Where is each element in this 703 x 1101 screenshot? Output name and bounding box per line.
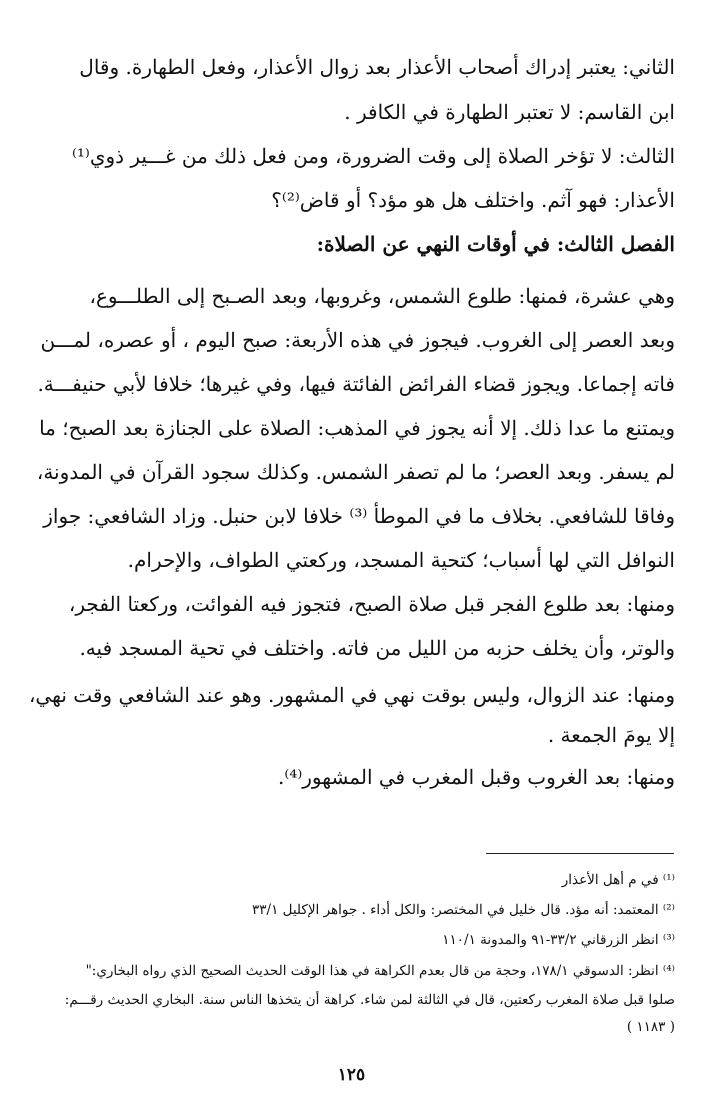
body-line: ومنها: بعد طلوع الفجر قبل صلاة الصبح، فتجوز فيه الفوائت، وركعتا الفجر، [68,592,675,616]
footnote-continuation: ( ١١٨٣ ) [626,1019,675,1035]
body-line: الثاني: يعتبر إدراك أصحاب الأعذار بعد زوال الأعذار، وفعل الطهارة. وقال [79,55,675,79]
body-line: الثالث: لا تؤخر الصلاة إلى وقت الضرورة، ومن فعل ذلك من غـــير ذوي⁽¹⁾ [71,144,675,168]
footnote: ⁽²⁾ المعتمد: أنه مؤد. قال خليل في المختصر: والكل أداء . جواهر الإكليل ٣٣/١ [252,902,675,918]
body-line: ويمتنع ما عدا ذلك. إلا أنه يجوز في المذهب: الصلاة على الجنازة بعد الصبح؛ ما [39,416,675,440]
body-line: والوتر، وأن يخلف حزبه من الليل من فاته. واختلف في تحية المسجد فيه. [79,636,675,660]
body-line: ومنها: عند الزوال، وليس بوقت نهي في المشهور. وهو عند الشافعي وقت نهي، [28,683,675,707]
body-line: ابن القاسم: لا تعتبر الطهارة في الكافر . [344,100,675,124]
body-line: النوافل التي لها أسباب؛ كتحية المسجد، وركعتي الطواف، والإحرام. [127,548,675,572]
footnote-continuation: صلوا قبل صلاة المغرب ركعتين، قال في الثالثة لمن شاء. كراهة أن يتخذها الناس سنة. البخاري الحديث رقـــم: [64,992,675,1008]
body-line: إلا يومَ الجمعة . [547,723,675,747]
body-line: وبعد العصر إلى الغروب. فيجوز في هذه الأربعة: صبح اليوم ، أو عصره، لمـــن [40,328,675,352]
footnote: ⁽³⁾ انظر الزرقاني ٣٣/٢-٩١ والمدونة ١١٠/١ [442,932,675,948]
footnote: ⁽⁴⁾ انظر: الدسوقي ١٧٨/١، وحجة من قال بعدم الكراهة في هذا الوقت الحديث الصحيح الذي رواه البخاري:" [85,963,675,979]
page-number: ١٢٥ [337,1065,366,1085]
body-line: وفاقا للشافعي. بخلاف ما في الموطأ ⁽³⁾ خلافا لابن حنبل. وزاد الشافعي: جواز [43,504,675,528]
body-line: لم يسفر. وبعد العصر؛ ما لم تصفر الشمس. وكذلك سجود القرآن في المدونة، [36,460,675,484]
section-heading: الفصل الثالث: في أوقات النهي عن الصلاة: [316,232,675,256]
footnote: ⁽¹⁾ في م أهل الأعذار [561,872,675,888]
body-line: الأعذار: فهو آثم. واختلف هل هو مؤد؟ أو قاض⁽²⁾؟ [271,188,675,212]
footnote-separator [486,853,674,854]
body-line: ومنها: بعد الغروب وقبل المغرب في المشهور⁽⁴⁾. [278,765,675,789]
body-line: وهي عشرة، فمنها: طلوع الشمس، وغروبها، وبعد الصـبح إلى الطلـــوع، [89,284,675,308]
body-line: فاته إجماعا. ويجوز قضاء الفرائض الفائتة فيها، وفي غيرها؛ خلافا لأبي حنيفـــة. [37,372,675,396]
